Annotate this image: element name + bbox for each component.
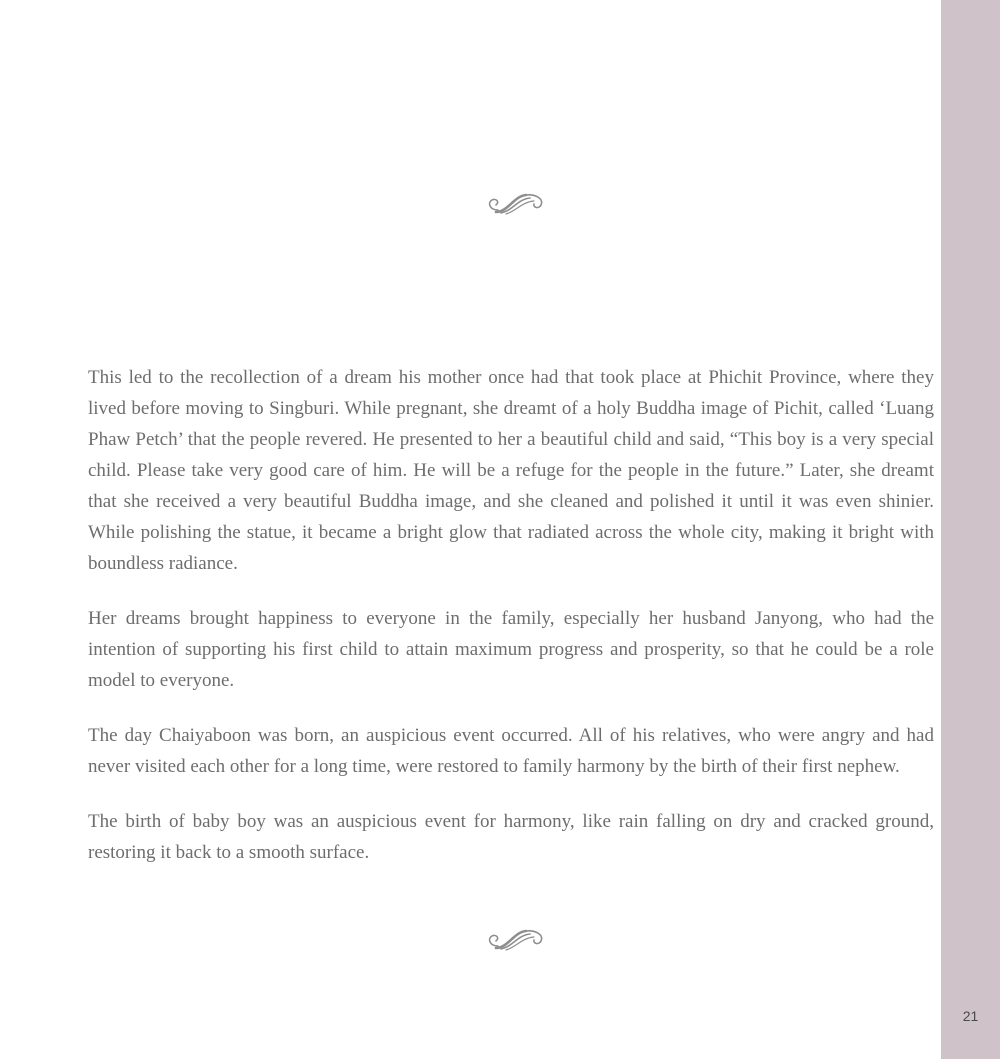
paragraph: This led to the recollection of a dream his mother once had that took place at Phichit Province, where they lived before moving to Singburi. While pregnant, she dreamt of a holy Buddha image of Pichit, called ‘Luang Phaw Petch’ that the people revered. He presented to her a beautiful child and said, “This boy is a very special child. Please take very good care of him. He will be a refuge for the people in the future.” Later, she dreamt that she received a very beautiful Buddha image, and she cleaned and polished it until it was even shinier. While polishing the statue, it became a bright glow that radiated across the whole city, making it bright with boundless radiance. xyxy=(88,367,934,574)
side-color-band xyxy=(941,0,1000,1059)
flourish-ornament-icon xyxy=(484,190,548,218)
body-text xyxy=(88,362,934,892)
flourish-ornament-icon xyxy=(484,926,548,954)
page-number: 21 xyxy=(962,1008,979,1024)
paragraph: The day Chaiyaboon was born, an auspicious event occurred. All of his relatives, who were angry and had never visited each other for a long time, were restored to family harmony by the birth of their first nephew. xyxy=(88,725,934,777)
paragraph: The birth of baby boy was an auspicious event for harmony, like rain falling on dry and cracked ground, restoring it back to a smooth surface. xyxy=(88,811,934,863)
paragraph: Her dreams brought happiness to everyone in the family, especially her husband Janyong, who had the intention of supporting his first child to attain maximum progress and prosperity, so that he could be a role model to everyone. xyxy=(88,608,934,691)
